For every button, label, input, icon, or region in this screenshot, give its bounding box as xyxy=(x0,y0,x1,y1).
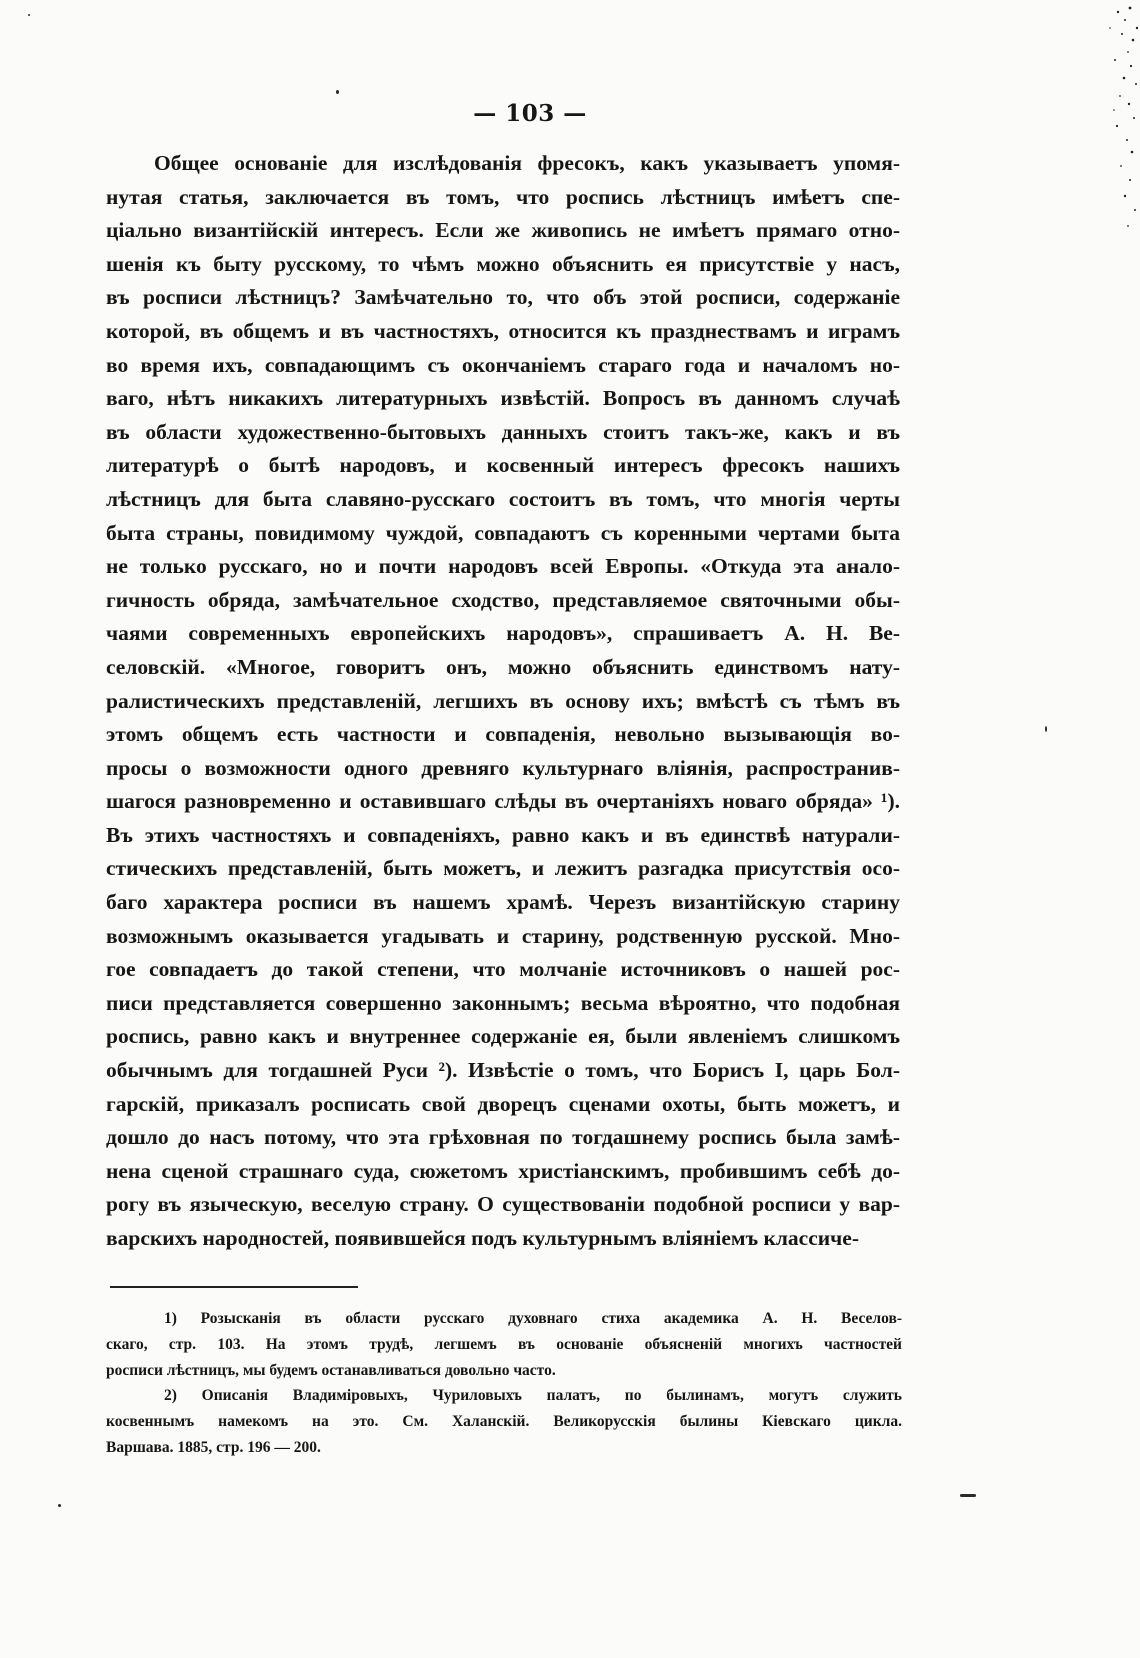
body-line: литературѣ о бытѣ народовъ, и косвенный интересъ фресокъ нашихъ xyxy=(106,453,900,478)
body-line: во время ихъ, совпадающимъ съ окончаніемъ стараго года и началомъ но- xyxy=(106,352,900,377)
scan-speck xyxy=(960,1494,976,1497)
body-line: не только русскаго, но и почти народовъ всей Европы. «Откуда эта анало- xyxy=(106,554,900,579)
body-line: стическихъ представленій, быть можетъ, и лежитъ разгадка присутствія осо- xyxy=(106,856,900,881)
body-line: нутая статья, заключается въ томъ, что роспись лѣстницъ имѣетъ спе- xyxy=(106,184,900,209)
scan-speck xyxy=(336,90,339,94)
body-line: ціально византійскій интересъ. Если же живопись не имѣетъ прямаго отно- xyxy=(106,218,900,243)
body-line: этомъ общемъ есть частности и совпаденія, невольно вызывающія во- xyxy=(106,722,900,747)
body-line: просы о возможности одного древняго культурнаго вліянія, распространив- xyxy=(106,755,900,780)
scan-speck xyxy=(28,14,30,16)
footnote-line: скаго, стр. 103. На этомъ трудѣ, легшемъ въ основаніе объясненій многихъ частностей xyxy=(106,1335,902,1353)
footnote-line: косвеннымъ намекомъ на это. См. Халанскій. Великорусскія былины Кіевскаго цикла. xyxy=(106,1413,902,1431)
body-line: роспись, равно какъ и внутреннее содержаніе ея, были явленіемъ слишкомъ xyxy=(106,1024,900,1049)
footnote-divider xyxy=(110,1286,358,1288)
body-line: возможнымъ оказывается угадывать и старину, родственную русской. Мно- xyxy=(106,923,900,948)
body-line: селовскій. «Многое, говоритъ онъ, можно объяснить единствомъ нату- xyxy=(106,654,900,679)
body-line: въ области художественно-бытовыхъ данныхъ стоитъ такъ-же, какъ и въ xyxy=(106,419,900,444)
body-line: ваго, нѣтъ никакихъ литературныхъ извѣстій. Вопросъ въ данномъ случаѣ xyxy=(106,386,900,411)
body-line: въ росписи лѣстницъ? Замѣчательно то, что объ этой росписи, содержаніе xyxy=(106,285,900,310)
scan-noise-edge xyxy=(1070,0,1140,240)
scan-speck xyxy=(1045,726,1047,732)
body-line: гичность обряда, замѣчательное сходство, представляемое святочными обы- xyxy=(106,587,900,612)
body-line: ралистическихъ представленій, легшихъ въ основу ихъ; вмѣстѣ съ тѣмъ въ xyxy=(106,688,900,713)
body-line: Общее основаніе для изслѣдованія фресокъ, какъ указываетъ упомя- xyxy=(154,151,900,175)
body-line: нена сценой страшнаго суда, сюжетомъ христіанскимъ, пробившимъ себѣ до- xyxy=(106,1158,900,1183)
body-line: лѣстницъ для быта славяно-русскаго состоитъ въ томъ, что многія черты xyxy=(106,486,900,511)
body-line: которой, въ общемъ и въ частностяхъ, относится къ празднествамъ и играмъ xyxy=(106,318,900,343)
footnotes xyxy=(106,1306,902,1461)
body-line: гое совпадаетъ до такой степени, что молчаніе источниковъ о нашей рос- xyxy=(106,957,900,982)
body-text xyxy=(106,147,900,1256)
body-line: обычнымъ для тогдашней Руси ²). Извѣстіе о томъ, что Борисъ I, царь Бол- xyxy=(106,1058,900,1083)
body-line: чаями современныхъ европейскихъ народовъ», спрашиваетъ А. Н. Ве- xyxy=(106,621,900,646)
footnote-line: 1) Розысканія въ области русскаго духовнаго стиха академика А. Н. Веселов- xyxy=(164,1310,902,1327)
body-line: баго характера росписи въ нашемъ храмѣ. Черезъ византійскую старину xyxy=(106,890,900,915)
body-line: Въ этихъ частностяхъ и совпаденіяхъ, равно какъ и въ единствѣ натурали- xyxy=(106,822,900,847)
body-line: дошло до насъ потому, что эта грѣховная по тогдашнему роспись была замѣ- xyxy=(106,1125,900,1150)
body-line: рогу въ языческую, веселую страну. О существованіи подобной росписи у вар- xyxy=(106,1192,900,1217)
page-number: — 103 — xyxy=(473,100,587,127)
body-line: шенія къ быту русскому, то чѣмъ можно объяснить ея присутствіе у насъ, xyxy=(106,251,900,276)
scan-speck xyxy=(58,1504,61,1507)
body-line: быта страны, повидимому чуждой, совпадаютъ съ коренными чертами быта xyxy=(106,520,900,545)
body-line: варскихъ народностей, появившейся подъ культурнымъ вліяніемъ классиче- xyxy=(106,1226,859,1250)
body-line: гарскій, приказалъ росписать свой дворецъ сценами охоты, быть можетъ, и xyxy=(106,1091,900,1116)
body-line: шагося разновременно и оставившаго слѣды въ очертаніяхъ новаго обряда» ¹). xyxy=(106,789,900,814)
footnote-line: Варшава. 1885, стр. 196 — 200. xyxy=(106,1438,321,1456)
footnote-line: 2) Описанія Владиміровыхъ, Чуриловыхъ палатъ, по былинамъ, могутъ служить xyxy=(164,1387,902,1405)
footnote-line: росписи лѣстницъ, мы будемъ останавливаться довольно часто. xyxy=(106,1361,556,1379)
body-line: писи представляется совершенно законнымъ; весьма вѣроятно, что подобная xyxy=(106,990,900,1015)
